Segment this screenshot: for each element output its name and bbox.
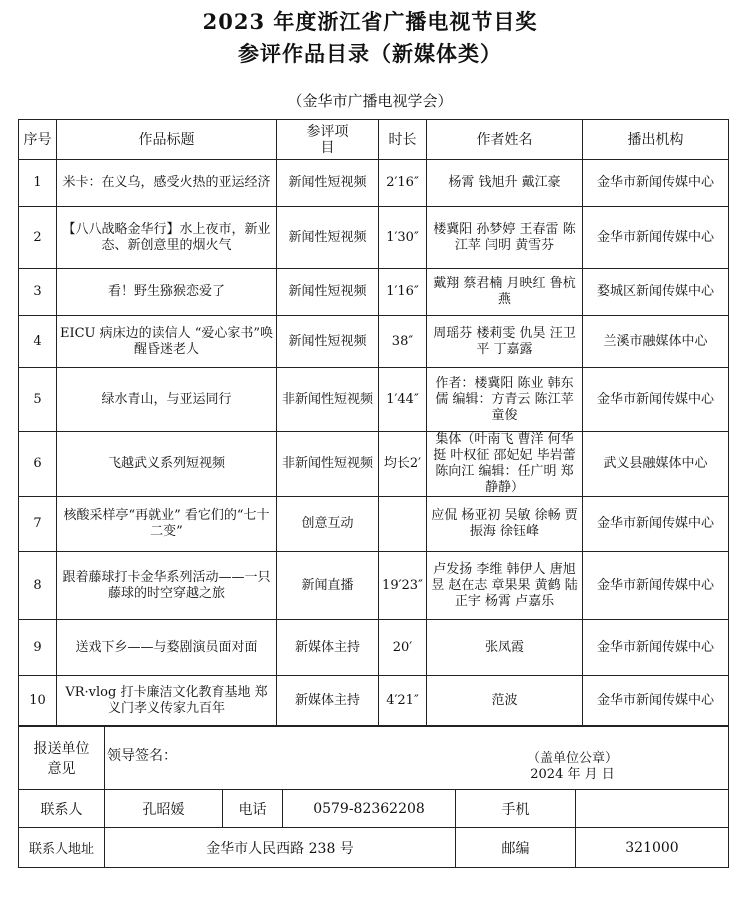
row-duration: 38″	[379, 316, 427, 368]
row-number: 6	[19, 432, 57, 497]
row-category: 新闻性短视频	[277, 269, 379, 316]
row-category: 非新闻性短视频	[277, 432, 379, 497]
row-duration: 均长2′	[379, 432, 427, 497]
table-row	[19, 368, 729, 432]
row-broadcaster: 金华市新闻传媒中心	[583, 368, 729, 432]
row-number: 1	[19, 160, 57, 207]
col-header-category: 参评项目	[277, 120, 379, 160]
row-title: EICU 病床边的读信人 “爱心家书”唤醒昏迷老人	[57, 316, 277, 368]
row-number: 2	[19, 207, 57, 269]
row-category: 新媒体主持	[277, 620, 379, 676]
table-header-row	[19, 120, 729, 160]
address-value: 金华市人民西路 238 号	[105, 828, 456, 868]
col-header-title: 作品标题	[57, 120, 277, 160]
row-authors: 张凤霞	[427, 620, 583, 676]
table-row	[19, 207, 729, 269]
row-title: 核酸采样亭“再就业” 看它们的“七十二变”	[57, 497, 277, 552]
document-title: 2023 年度浙江省广播电视节目奖	[202, 9, 538, 34]
row-title: 跟着藤球打卡金华系列活动——一只藤球的时空穿越之旅	[57, 552, 277, 620]
row-broadcaster: 婺城区新闻传媒中心	[583, 269, 729, 316]
row-authors: 楼冀阳 孙梦婷 王春雷 陈江苹 闫明 黄雪芬	[427, 207, 583, 269]
phone-label: 电话	[223, 790, 283, 828]
row-title: VR·vlog 打卡廉洁文化教育基地 郑义门孝义传家九百年	[57, 676, 277, 726]
row-category: 非新闻性短视频	[277, 368, 379, 432]
row-title: 送戏下乡——与婺剧演员面对面	[57, 620, 277, 676]
row-title: 看！野生猕猴恋爱了	[57, 269, 277, 316]
postcode-label: 邮编	[456, 828, 576, 868]
row-number: 10	[19, 676, 57, 726]
row-authors: 范波	[427, 676, 583, 726]
row-authors: 应侃 杨亚初 吴敏 徐畅 贾振海 徐钰峰	[427, 497, 583, 552]
row-number: 4	[19, 316, 57, 368]
col-header-broadcaster: 播出机构	[583, 120, 729, 160]
opinion-row	[19, 727, 729, 790]
row-title: 米卡：在义乌，感受火热的亚运经济	[57, 160, 277, 207]
row-category: 新闻性短视频	[277, 316, 379, 368]
row-authors: 戴翔 蔡君楠 月映红 鲁杭燕	[427, 269, 583, 316]
row-broadcaster: 金华市新闻传媒中心	[583, 207, 729, 269]
col-header-authors: 作者姓名	[427, 120, 583, 160]
row-number: 8	[19, 552, 57, 620]
document-subtitle: 参评作品目录（新媒体类）	[238, 41, 502, 66]
row-broadcaster: 金华市新闻传媒中心	[583, 552, 729, 620]
signature-cell	[105, 727, 729, 790]
address-row	[19, 828, 729, 868]
address-label: 联系人地址	[19, 828, 105, 868]
row-authors: 卢发扬 李维 韩伊人 唐旭昱 赵在志 章果果 黄鹤 陆正宇 杨霄 卢嘉乐	[427, 552, 583, 620]
row-duration: 4′21″	[379, 676, 427, 726]
row-number: 3	[19, 269, 57, 316]
table-row	[19, 269, 729, 316]
submission-info-table	[18, 726, 729, 868]
seal-block	[527, 751, 618, 783]
row-authors: 作者：楼冀阳 陈业 韩东儒 编辑：方青云 陈江苹 童俊	[427, 368, 583, 432]
row-title: 飞越武义系列短视频	[57, 432, 277, 497]
row-broadcaster: 兰溪市融媒体中心	[583, 316, 729, 368]
table-row	[19, 497, 729, 552]
row-category: 新媒体主持	[277, 676, 379, 726]
row-title: 绿水青山，与亚运同行	[57, 368, 277, 432]
date-label: 2024 年 月 日	[530, 767, 615, 782]
row-duration: 1′44″	[379, 368, 427, 432]
row-broadcaster: 金华市新闻传媒中心	[583, 676, 729, 726]
col-header-no: 序号	[19, 120, 57, 160]
row-category: 新闻性短视频	[277, 160, 379, 207]
leader-signature-label: 领导签名：	[107, 748, 177, 764]
row-number: 5	[19, 368, 57, 432]
unit-opinion-label: 报送单位意见	[19, 727, 105, 790]
seal-label: （盖单位公章）	[526, 751, 618, 766]
row-duration: 1′30″	[379, 207, 427, 269]
row-duration	[379, 497, 427, 552]
row-authors: 集体（叶南飞 曹洋 何华挺 叶权征 邵妃妃 毕岩蕾 陈向江 编辑：任广明 郑静静）	[427, 432, 583, 497]
table-row	[19, 552, 729, 620]
contact-label: 联系人	[19, 790, 105, 828]
table-row	[19, 160, 729, 207]
table-row	[19, 316, 729, 368]
postcode-value: 321000	[576, 828, 729, 868]
row-duration: 20′	[379, 620, 427, 676]
table-row	[19, 676, 729, 726]
row-broadcaster: 金华市新闻传媒中心	[583, 160, 729, 207]
row-number: 9	[19, 620, 57, 676]
row-authors: 杨霄 钱旭升 戴江豪	[427, 160, 583, 207]
mobile-label: 手机	[456, 790, 576, 828]
row-duration: 1′16″	[379, 269, 427, 316]
organization-label: （金华市广播电视学会）	[287, 92, 453, 110]
table-row	[19, 620, 729, 676]
mobile-value	[576, 790, 729, 828]
row-category: 新闻直播	[277, 552, 379, 620]
row-broadcaster: 金华市新闻传媒中心	[583, 497, 729, 552]
contact-value: 孔昭媛	[105, 790, 223, 828]
row-duration: 19′23″	[379, 552, 427, 620]
col-header-duration: 时长	[379, 120, 427, 160]
entries-table	[18, 119, 729, 726]
row-title: 【八八战略金华行】水上夜市，新业态、新创意里的烟火气	[57, 207, 277, 269]
row-duration: 2′16″	[379, 160, 427, 207]
table-row	[19, 432, 729, 497]
row-authors: 周瑶芬 楼莉雯 仇昊 汪卫平 丁嘉露	[427, 316, 583, 368]
phone-value: 0579-82362208	[283, 790, 456, 828]
row-category: 创意互动	[277, 497, 379, 552]
row-broadcaster: 武义县融媒体中心	[583, 432, 729, 497]
row-number: 7	[19, 497, 57, 552]
row-category: 新闻性短视频	[277, 207, 379, 269]
row-broadcaster: 金华市新闻传媒中心	[583, 620, 729, 676]
contact-row	[19, 790, 729, 828]
